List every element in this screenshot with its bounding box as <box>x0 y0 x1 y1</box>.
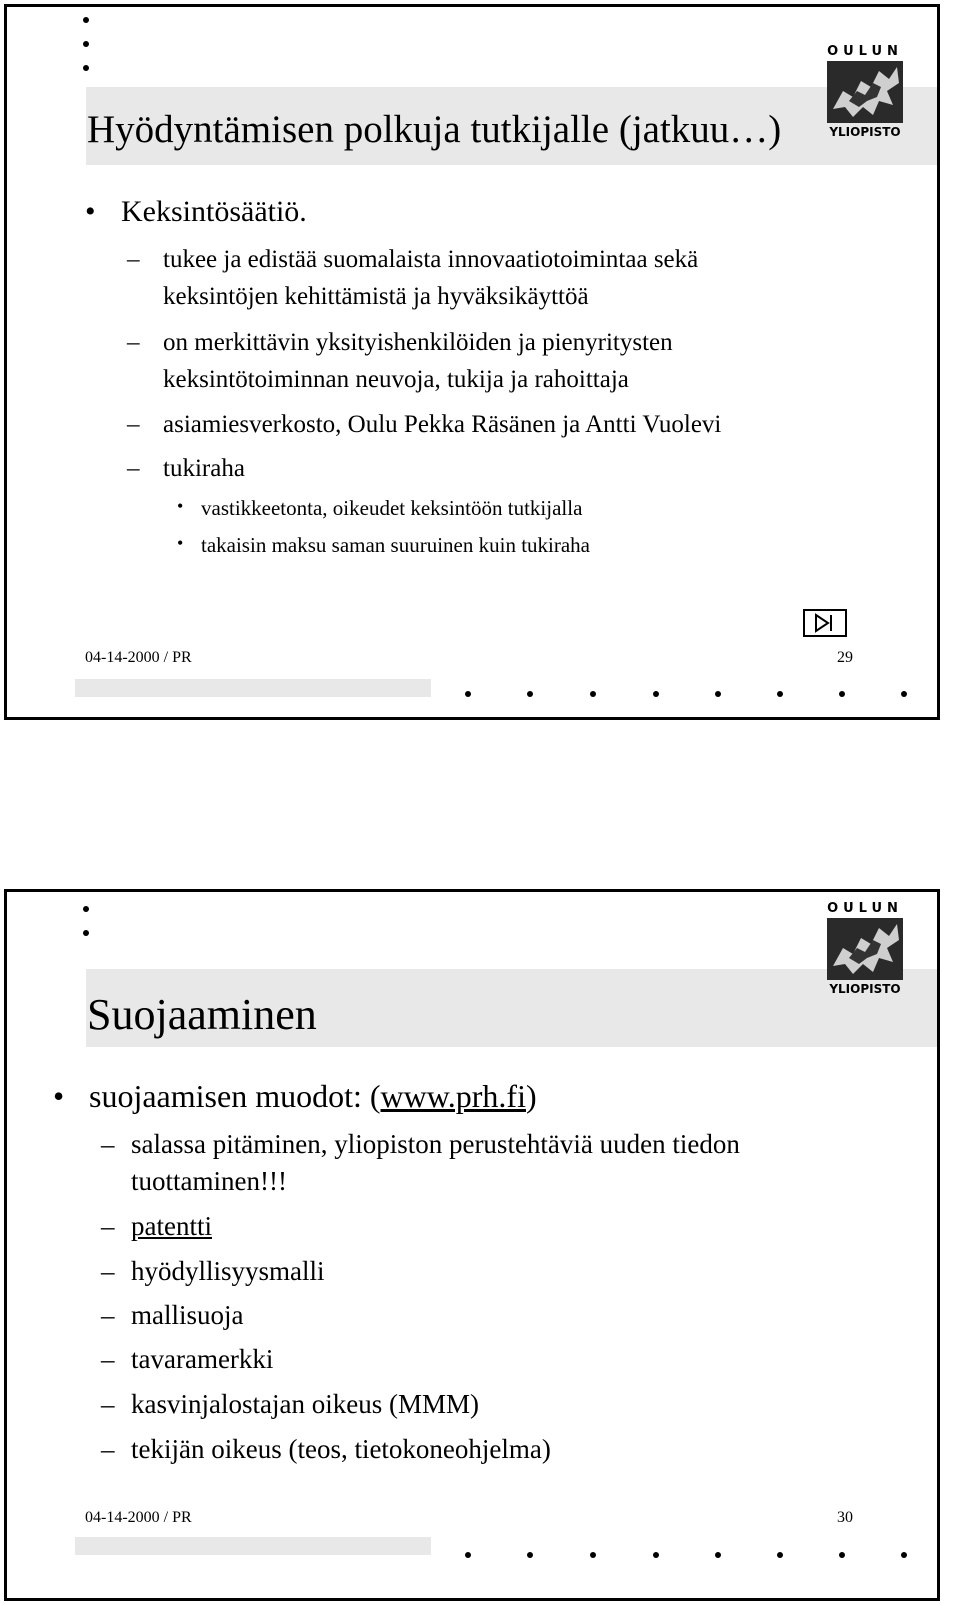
list-item: – on merkittävin yksityishenkilöiden ja pienyritysten keksintötoiminnan neuvoja, tukija ja rahoittaja <box>127 324 887 398</box>
dash-marker: – <box>101 1344 115 1374</box>
dash-marker: – <box>101 1389 115 1419</box>
list-item: – tukiraha <box>127 450 887 487</box>
dash-marker: – <box>101 1129 115 1159</box>
horizontal-dots-decoration <box>465 691 915 697</box>
slide-title: Suojaaminen <box>87 990 317 1039</box>
skip-next-icon[interactable] <box>803 609 847 637</box>
footer-date: 04-14-2000 / PR <box>85 649 192 666</box>
list-item: – salassa pitäminen, yliopiston perustehtäviä uuden tiedon tuottaminen!!! <box>101 1126 901 1200</box>
puzzle-logo-icon <box>827 61 903 123</box>
slide-30: Suojaaminen OULUN YLIOPISTO • suojaamisen muodot: (www.prh.fi) – salassa pitäminen, yliopiston perustehtäviä uuden tiedon tuottaminen!!! – patentti – hyödyllisyysmalli – mallisuoja – tavaramerkki – kasvinjalostajan oikeus (MMM) – tekijän oikeus (teos, tietokoneohjelma) 04-14-2000 / PR 30 <box>4 889 940 1601</box>
dash-marker: – <box>127 455 140 482</box>
list-item: – tukee ja edistää suomalaista innovaatiotoimintaa sekä keksintöjen kehittämistä ja hyväksikäyttöä <box>127 241 887 315</box>
dash-marker: – <box>101 1256 115 1286</box>
page-number: 30 <box>837 1509 853 1526</box>
horizontal-dots-decoration <box>465 1552 915 1558</box>
bullet-marker: • <box>53 1078 65 1114</box>
footer-band <box>75 1537 431 1555</box>
bullet-marker: • <box>85 195 96 228</box>
dash-marker: – <box>127 411 140 438</box>
slide-title: Hyödyntämisen polkuja tutkijalle (jatkuu…) <box>87 108 782 151</box>
dash-marker: – <box>101 1211 115 1241</box>
bullet-marker: • <box>177 533 184 553</box>
patentti-link[interactable]: patentti <box>131 1211 212 1241</box>
dash-marker: – <box>101 1300 115 1330</box>
prh-link[interactable]: www.prh.fi <box>380 1078 526 1114</box>
footer-band <box>75 679 431 697</box>
footer-date: 04-14-2000 / PR <box>85 1509 192 1526</box>
bullet-marker: • <box>177 496 184 516</box>
list-item: – asiamiesverkosto, Oulu Pekka Räsänen ja Antti Vuolevi <box>127 406 887 443</box>
dash-marker: – <box>127 246 140 273</box>
page-number: 29 <box>837 649 853 666</box>
dash-marker: – <box>127 329 140 356</box>
puzzle-logo-icon <box>827 918 903 980</box>
university-logo: OULUN YLIOPISTO <box>827 44 903 139</box>
dash-marker: – <box>101 1434 115 1464</box>
university-logo: OULUN YLIOPISTO <box>827 901 903 996</box>
slide-29: Hyödyntämisen polkuja tutkijalle (jatkuu…) OULUN YLIOPISTO • Keksintösäätiö. – tukee ja edistää suomalaista innovaatiotoimintaa sekä keksintöjen kehittämistä ja hyväksikäyttöä – on merkittävin yksityishenkilöiden ja pienyritysten keksintötoiminnan neuvoja, tukija ja rahoittaja – asiamiesverkosto, Oulu Pekka Räsänen ja Antti Vuolevi – tukiraha • vastikkeetonta, oikeudet keksintöön tutkijalla • takaisin maksu saman suuruinen kuin tukiraha 04-14-2000 / PR 29 <box>4 4 940 720</box>
